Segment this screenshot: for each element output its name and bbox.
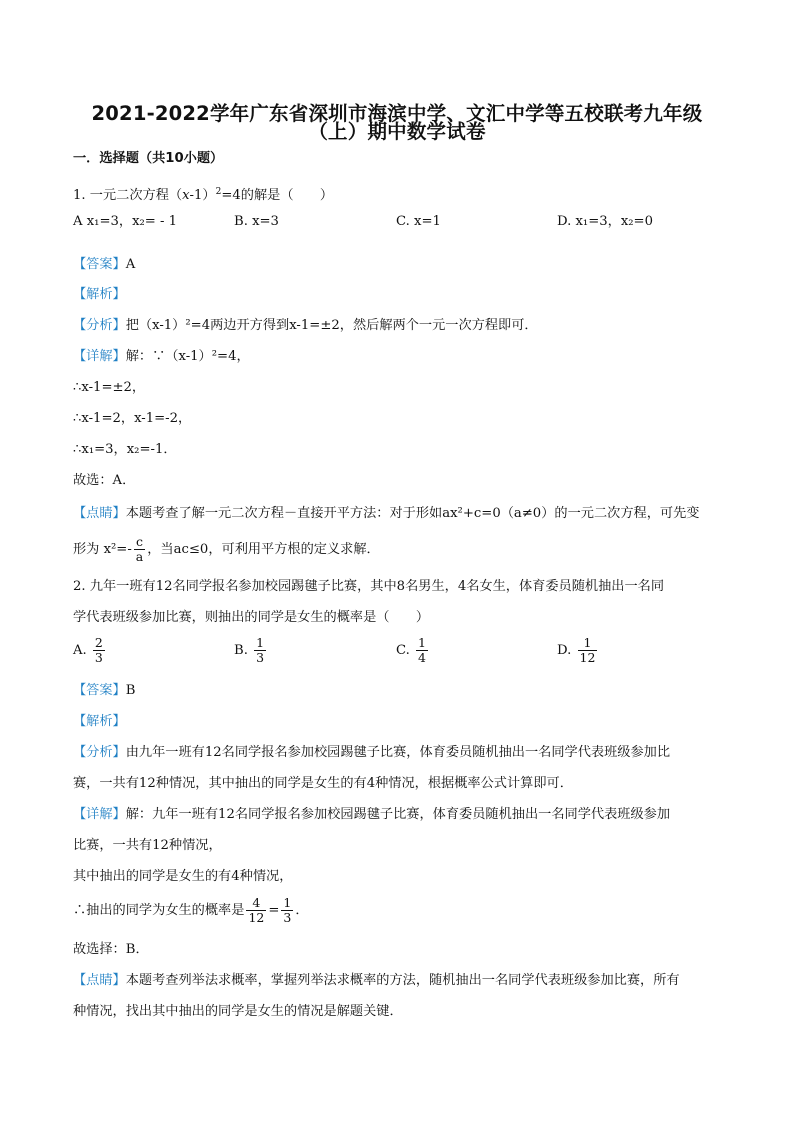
q2-xiangjie-3: 其中抽出的同学是女生的有4种情况，: [73, 869, 293, 884]
q1-step: 故选：A．: [73, 473, 136, 488]
q2-xiangjie-2: 比赛，一共有12种情况，: [73, 838, 222, 853]
q2-choose: 故选择：B．: [73, 942, 149, 957]
fraction: $\frac{c}{a}$: [135, 534, 144, 564]
q2-fenxi-2: 赛，一共有12种情况，其中抽出的同学是女生的有4种情况，根据概率公式计算即可．: [73, 776, 573, 791]
q2-answer: 【答案】B: [73, 683, 136, 698]
section-heading: 一．选择题（共10小题）: [73, 151, 224, 166]
q1-stem: 1. 一元二次方程$(x-1)^2=4$的解是（ ）: [73, 187, 334, 203]
q1-dianjing-1: 【点睛】本题考查了解一元二次方程－直接开平方法：对于形如ax²+c=0（a≠0）的一元二次方程，可先变: [73, 506, 700, 521]
q2-dianjing-1: 【点睛】本题考查列举法求概率，掌握列举法求概率的方法，随机抽出一名同学代表班级参加比赛，所有: [73, 973, 680, 988]
q1-option-a: A x₁=3，x₂= - 1: [73, 214, 178, 229]
q2-stem-2: 学代表班级参加比赛，则抽出的同学是女生的概率是（ ）: [73, 610, 430, 625]
q1-step: ∴x₁=3，x₂=-1．: [73, 442, 177, 457]
q1-option-d: D. x₁=3，x₂=0: [557, 214, 654, 229]
q2-dianjing-2: 种情况，找出其中抽出的同学是女生的情况是解题关键．: [73, 1004, 403, 1019]
q2-stem-1: 2. 九年一班有12名同学报名参加校园踢毽子比赛，其中8名男生，4名女生，体育委员随机抽出一名同: [73, 579, 665, 594]
q1-dianjing-2: 形为 x²=- $\frac{c}{a}$ ，当ac≤0，可利用平方根的定义求解．: [73, 534, 380, 564]
q1-option-b: B. x=3: [234, 214, 279, 229]
q2-option-b: B. $\frac{1}{3}$: [234, 635, 265, 665]
q2-probability: ∴抽出的同学为女生的概率是 $\frac{4}{12}$ = $\frac{1}{3}$ ．: [73, 895, 309, 925]
q2-xiangjie-1: 【详解】解：九年一班有12名同学报名参加校园踢毽子比赛，体育委员随机抽出一名同学代表班级参加: [73, 807, 671, 822]
exam-title-line1: 2021-2022学年广东省深圳市海滨中学、文汇中学等五校联考九年级: [91, 102, 703, 125]
q2-option-a: A. $\frac{2}{3}$: [73, 635, 103, 665]
q2-option-d: D. $\frac{1}{12}$: [557, 635, 596, 665]
q1-answer: 【答案】A: [73, 257, 136, 272]
exam-title-line2: （上）期中数学试卷: [308, 120, 486, 143]
q1-fenxi: 【分析】把（x-1）²=4两边开方得到x-1=±2，然后解两个一元一次方程即可．: [73, 318, 538, 333]
q1-option-c: C. x=1: [396, 214, 441, 229]
q2-fenxi-1: 【分析】由九年一班有12名同学报名参加校园踢毽子比赛，体育委员随机抽出一名同学代表班级参加比: [73, 745, 671, 760]
q1-analysis-tag: 【解析】: [73, 287, 126, 302]
q2-option-c: C. $\frac{1}{4}$: [396, 635, 426, 665]
q1-xiangjie: 【详解】解：∵（x-1）²=4，: [73, 349, 250, 364]
q1-step: ∴x-1=±2，: [73, 380, 146, 395]
answer-tag: 【答案】: [73, 257, 126, 272]
q1-step: ∴x-1=2，x-1=-2，: [73, 411, 192, 426]
q2-analysis-tag: 【解析】: [73, 714, 126, 729]
